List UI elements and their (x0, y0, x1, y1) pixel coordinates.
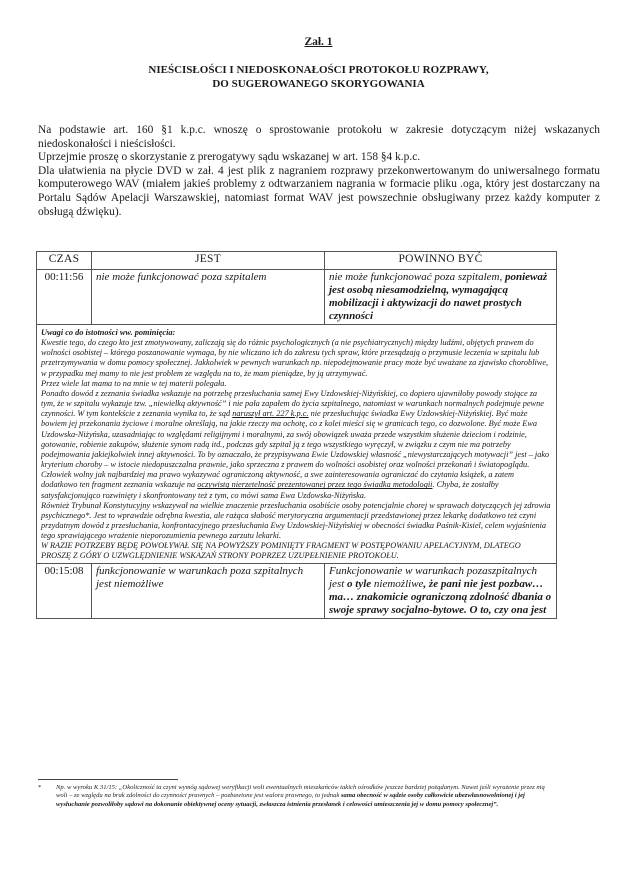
footnote-separator (38, 779, 178, 780)
row1-is: nie może funkcjonować poza szpitalem (92, 270, 325, 325)
notes-p4-part-a: Człowiek wolny jak najbardziej ma prawo wykazywać ograniczoną aktywność, a swe zainteresowania ograniczać do czytania książek, a zatem dodatkowo ten fragment zeznania wskazuje na (41, 470, 514, 490)
row2-should-part-1: Funkcjonowanie w warunkach pozaszpitalnych jest (329, 564, 538, 590)
intro-paragraph-3: Dla ułatwienia na płycie DVD w zał. 4 jest plik z nagraniem rozprawy przekonwertowanym do uniwersalnego formatu komputerowego WAV (miałem jakieś problemy z odtwarzaniem nagrania w formacie pliku .oga, który jest dostarczany na Portalu Sądów Apelacji Warszawskiej, natomiast format WAV jest powszechnie obsługiwany przez każdy komputer z obsługą dźwięku). (38, 164, 600, 218)
row2-should (325, 563, 557, 618)
footnote-text (38, 784, 553, 809)
notes-p3-part-a: Ponadto dowód z zeznania świadka wskazuje na potrzebę przesłuchania samej Ewy Uzdowskiej-Niżyńskiej, co dopiero ujawniłoby powody stojące za tym, że w szpitalu wykazuje tzw. „niewielką aktywność” i nie pała zapałem do życia szpitalnego, natomiast w warunkach normalnych podejmuje pewne czynności. W tym kontekście z zeznania wynika to, że sąd (41, 388, 544, 419)
header-should: POWINNO BYĆ (325, 252, 557, 270)
notes-cell (37, 325, 557, 564)
title-line-2: DO SUGEROWANEGO SKORYGOWANIA (212, 78, 425, 90)
row2-should-part-4: , że pani nie jest pozbaw… ma… znakomicie ograniczoną zdolność dbania o swoje sprawy socjalno-bytowe. O to, czy ona jest (329, 577, 552, 616)
row1-should (325, 270, 557, 325)
notes-paragraph-1: Kwestie tego, do czego kto jest zmotywowany, zaliczają się do różnic psychologicznych (a nie psychiatrycznych) między ludźmi, objętych prawem do wolności osobistej – którego poszanowanie wymaga, by nie wliczano ich do zakresu tych spraw, które przesądzają o przymusie leczenia w szpitalu lub przetrzymywania w domu pomocy społecznej. Jakkolwiek w pewnych warunkach np. niepodejmowanie pracy może być uważane za zjawisko chorobliwe, w przypadku mej mamy to nie jest problem ze względu na to, że mam pieniądze, by ją utrzymywać. (41, 338, 549, 378)
title-line-1: NIEŚCISŁOŚCI I NIEDOSKONAŁOŚCI PROTOKOŁU ROZPRAWY, (148, 64, 489, 76)
row1-should-bold: ponieważ jest osobą niesamodzielną, wymagającą mobilizacji i aktywizacji do nawet prostych czynności (329, 271, 548, 322)
notes-paragraph-2: Przez wiele lat mama to na mnie w tej materii polegała. (41, 378, 227, 388)
footnote-part-c: w sądzie osoby całkowicie ubezwłasnowolnionej i jej wysłuchanie pozwoliłoby sądowi na dokonanie obiektywnej oceny sytuacji, zwłaszcza istnienia przesłanek i celowości umieszczenia jej w domu pomocy społecznej”. (56, 792, 525, 808)
notes-paragraph-6: W RAZIE POTRZEBY BĘDĘ POWOŁYWAŁ SIĘ NA POWYŻSZY POMINIĘTY FRAGMENT W POSTĘPOWANIU APELACYJNYM, DLATEGO PROSZĘ Z GÓRY O UZWGLĘDNIENIE WSKAZAŃ STRONY POPRZEZ UZUPEŁNIENIE PROTOKOŁU. (41, 541, 521, 561)
table-row (37, 563, 557, 618)
notes-paragraph-3 (41, 389, 552, 470)
footnote-part-a: Np. w wyroku K 31/15: „Okoliczność ta czyni wymóg sądowej weryfikacji woli ewentualnych mieszkańców takich ośrodków jeszcze bardziej pożądanym. Nawet jeśli wyrażenie przez nią woli – ze względu na brak zdolności do czynności prawnych – pozbawione jest waloru prawnego, to jednak (56, 784, 545, 800)
intro-text (38, 124, 600, 219)
footnote-part-b: sama obecność (340, 792, 382, 800)
notes-p4-part-b: . Chyba, że zostałby satysfakcjonująco rozwinięty i skonfrontowany też z tym, co mówi sama Ewa Uzdowska-Niżyńska. (41, 480, 499, 500)
footnote (38, 784, 553, 809)
table-row (37, 270, 557, 325)
notes-p3-part-b: nie przesłuchując świadka Ewy Uzdowskiej-Niżyńskiej. Być może bowiem jej przekonania życiowe i moralne określają, na jakie rzeczy ma ochotę, co z kolei mieści się w granicach tego, co dozwolone. Być może Ewa Uzdowska-Niżyńska, uzasadniając to względami religijnymi i moralnymi, za swój obowiązek uważa przede wszystkim służenie dzieciom i rodzinie, gotowanie, robienie zakupów, służenie synom radą itd., podczas gdy szpital ją z tego wszystkiego wyręczył, w związku z czym nie ma potrzeby podejmowania jakiejkolwiek innej aktywności. To by oznaczało, że przypisywana Ewie Uzdowskiej własność „niewystarczających motywacji” jest – jako kryterium choroby – w istocie niedopuszczalna prawnie, jako sprzeczna z prawem do wolności osobistej oraz wolności przekonań i światopoglądu. (41, 409, 550, 470)
notes-paragraph-5: Również Trybunał Konstytucyjny wskazywał na wielkie znaczenie przesłuchania osobiście osoby potencjalnie chorej w sprawach dotyczących jej zdrowia psychicznego*. Jest to wprawdzie odrębna kwestia, ale rażąca słabość merytoryczna argumentacji przedstawionej przez lekarkę dodatkowo też czyni przydatnym dowód z przesłuchania, konfrontacyjnego przesłuchania Ewy Uzdowskiej-Niżyńskiej w obecności świadka Paśnik-Kisiel, celem wyjaśnienia tego sprawiającego wrażenie nieporozumienia pewnego zarzutu lekarki. (41, 500, 551, 541)
row2-should-part-3: niemożliwe (371, 577, 424, 590)
attachment-label: Zał. 1 (304, 36, 333, 48)
row2-should-part-2: o tyle (347, 577, 372, 590)
intro-paragraph-1: Na podstawie art. 160 §1 k.p.c. wnoszę o sprostowanie protokołu w zakresie dotyczącym niżej wskazanych niedoskonałości i nieścisłości. (38, 124, 600, 150)
protocol-table (36, 251, 557, 619)
row1-should-plain: nie może funkcjonować poza szpitalem, (329, 271, 503, 283)
intro-paragraph-2: Uprzejmie proszę o skorzystanie z prerogatywy sądu wskazanej w art. 158 §4 k.p.c. (38, 151, 421, 164)
notes-heading: Uwagi co do istotności ww. pominięcia: (41, 328, 176, 337)
table-header-row (37, 252, 557, 270)
header-is: JEST (92, 252, 325, 270)
notes-p4-underlined: oczywistą nierzetelność prezentowanej przez tego świadka metodologii (197, 480, 433, 490)
header-time: CZAS (37, 252, 92, 270)
document-title (60, 63, 577, 91)
row2-time: 00:15:08 (37, 563, 92, 618)
row1-time: 00:11:56 (37, 270, 92, 325)
notes-paragraph-4 (41, 470, 552, 500)
row2-is: funkcjonowanie w warunkach poza szpitalnych jest niemożliwe (92, 563, 325, 618)
footnote-mark: * (38, 784, 42, 791)
notes-row (37, 325, 557, 564)
notes-p3-underlined: naruszył art. 227 k.p.c. (232, 409, 309, 419)
